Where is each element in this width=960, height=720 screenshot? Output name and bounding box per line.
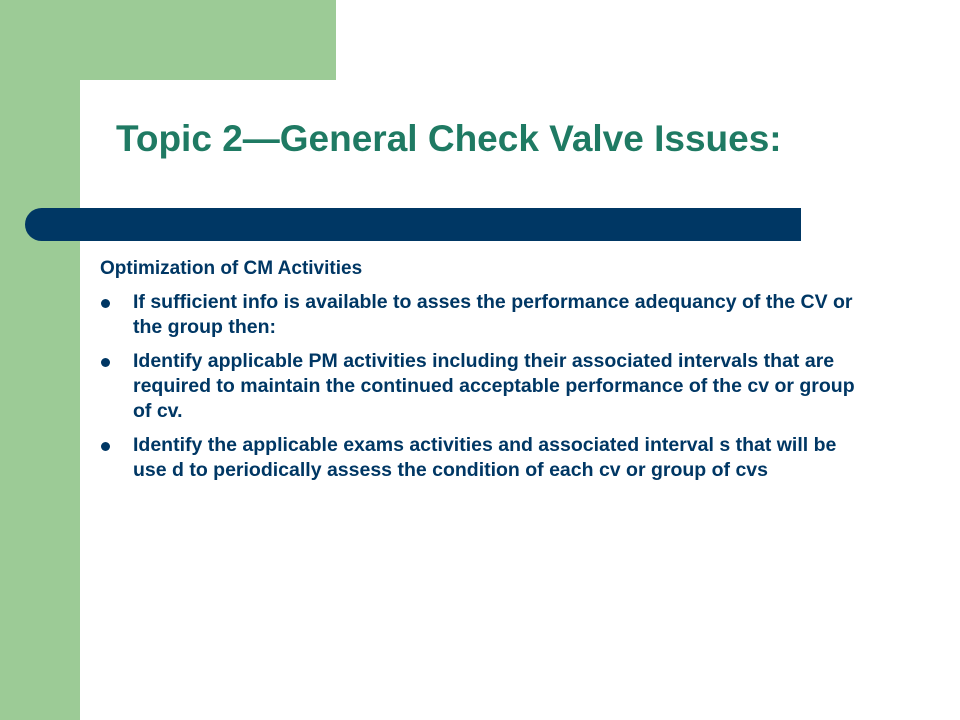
title-divider-bar [25, 208, 801, 241]
subheading: Optimization of CM Activities [100, 258, 363, 279]
slide-title: Topic 2—General Check Valve Issues: [116, 118, 782, 159]
bullet-text: Identify applicable PM activities including their associated intervals that are required to maintain the continued acceptable performance of the cv or group of cv. [133, 350, 855, 422]
bullet-item [100, 433, 870, 483]
top-green-block [0, 0, 336, 80]
left-green-band [0, 0, 80, 720]
bullet-dot-icon [101, 299, 110, 308]
bullet-item [100, 290, 870, 340]
bullet-list [100, 290, 870, 483]
bullet-item [100, 349, 870, 424]
bullet-text: Identify the applicable exams activities and associated interval s that will be use d to periodically assess the condition of each cv or group of cvs [133, 434, 837, 481]
bullet-text: If sufficient info is available to asses the performance adequancy of the CV or the group then: [133, 291, 853, 338]
bullet-dot-icon [101, 442, 110, 451]
slide-body [100, 256, 870, 492]
bullet-dot-icon [101, 358, 110, 367]
